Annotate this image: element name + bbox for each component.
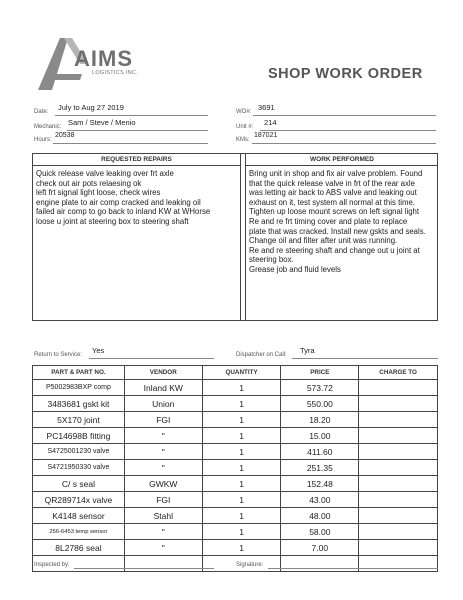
company-logo [30,34,140,92]
requested-repairs-header: REQUESTED REPAIRS [33,154,240,166]
date-label: Date: [34,109,49,115]
vendor-cell[interactable]: " [124,460,202,476]
charge-to-header: CHARGE TO [359,366,438,380]
kms-line [252,143,436,144]
part-no-header: PART & PART NO. [33,366,125,380]
hours-field[interactable]: 20538 [55,132,75,139]
price-cell[interactable]: 251.35 [281,460,359,476]
quantity-header: QUANTITY [202,366,281,380]
performed-line: Bring unit in shop and fix air valve problem. Found [249,169,423,178]
mechanic-field[interactable]: Sam / Steve / Menio [68,118,136,127]
vendor-cell[interactable]: FGI [124,412,202,428]
performed-line: was letting air back to ABS valve and leaking out [249,188,417,198]
parts-header-row [33,366,438,380]
logo-subtext: LOGISTICS INC. [92,70,139,76]
requested-line: left frt signal light loose, check wires [36,188,161,198]
vendor-cell[interactable]: Stahl [124,508,202,524]
price-cell[interactable] [281,556,359,572]
parts-table [32,365,438,572]
vendor-cell[interactable]: GWKW [124,476,202,492]
table-row [33,380,438,396]
requested-repairs-column [33,154,241,320]
charge-cell[interactable] [359,428,438,444]
work-performed-column [245,154,438,320]
signature-label: Signature: [236,562,264,568]
performed-line: Grease job and fluid levels [249,264,341,274]
charge-cell[interactable] [359,396,438,412]
requested-line: failed air comp to go back to inland KW at WHorse [36,207,211,217]
mechanic-line [67,130,208,131]
charge-cell[interactable] [359,524,438,540]
dispatcher-field[interactable]: Tyra [300,346,315,355]
price-cell[interactable]: 152.48 [281,476,359,492]
signature-field[interactable] [268,568,438,569]
vendor-cell[interactable]: Union [124,396,202,412]
unit-label: Unit #: [236,124,254,130]
vendor-cell[interactable]: " [124,524,202,540]
table-row [33,396,438,412]
wo-label: WO#: [236,109,252,115]
price-cell[interactable]: 15.00 [281,428,359,444]
charge-cell[interactable] [359,412,438,428]
part-cell[interactable]: K4148 sensor [33,508,125,524]
kms-field[interactable]: 187021 [254,132,278,139]
quantity-cell[interactable]: 1 [202,524,281,540]
performed-line: steering box. [249,255,294,265]
part-cell[interactable]: C/ s seal [33,476,125,492]
vendor-cell[interactable] [124,556,202,572]
mechanic-label: Mechanic: [34,124,62,130]
table-row [33,556,438,572]
unit-field[interactable]: 214 [264,118,277,127]
inspected-by-field[interactable] [74,568,214,569]
repairs-section [32,153,438,321]
price-header: PRICE [281,366,359,380]
quantity-cell[interactable]: 1 [202,460,281,476]
quantity-cell[interactable]: 1 [202,476,281,492]
logo-brand-text: AIMS [74,46,133,71]
quantity-cell[interactable]: 1 [202,412,281,428]
quantity-cell[interactable]: 1 [202,396,281,412]
table-row [33,476,438,492]
charge-cell[interactable] [359,508,438,524]
date-line [55,115,208,116]
charge-cell[interactable] [359,476,438,492]
table-row [33,540,438,556]
performed-line: plate that was cracked. Install new gskts and seals. [249,226,426,236]
wo-field[interactable]: 3691 [258,103,275,112]
price-cell[interactable]: 550.00 [281,396,359,412]
part-cell[interactable]: P5002983BXP comp [33,380,125,396]
table-row [33,444,438,460]
price-cell[interactable]: 18.20 [281,412,359,428]
part-cell[interactable]: 5X170 joint [33,412,125,428]
requested-line: engine plate to air comp cracked and leaking oil [36,197,201,207]
price-cell[interactable]: 7.00 [281,540,359,556]
performed-line: Re and re frt timing cover and plate to replace [249,216,408,226]
charge-cell[interactable] [359,444,438,460]
kms-label: KMs: [236,137,250,143]
return-line [89,358,214,359]
unit-line [260,130,436,131]
part-cell[interactable]: S4721950330 valve [33,460,125,476]
charge-cell[interactable] [359,556,438,572]
vendor-cell[interactable]: " [124,428,202,444]
performed-line: Tighten up loose mount screws on left signal light [249,207,420,217]
hours-label: Hours: [34,137,52,143]
quantity-cell[interactable]: 1 [202,492,281,508]
work-performed-header: WORK PERFORMED [246,154,438,166]
table-row [33,524,438,540]
performed-line: that the quick release valve in frt of the rear axle [249,178,415,188]
charge-cell[interactable] [359,460,438,476]
return-to-service-field[interactable]: Yes [92,346,105,355]
quantity-cell[interactable]: 1 [202,508,281,524]
price-cell[interactable]: 58.00 [281,524,359,540]
performed-line: Re and re steering shaft and change out u joint at [249,245,420,255]
table-row [33,492,438,508]
part-cell[interactable]: QR289714x valve [33,492,125,508]
part-cell[interactable]: 256-6453 temp sensor [33,524,125,540]
table-row [33,412,438,428]
quantity-cell[interactable]: 1 [202,540,281,556]
price-cell[interactable]: 48.00 [281,508,359,524]
quantity-cell[interactable]: 1 [202,380,281,396]
requested-repairs-text[interactable] [33,166,240,230]
vendor-cell[interactable]: " [124,444,202,460]
performed-line: exhaust on it, test system all normal at this time. [249,197,415,207]
return-to-service-label: Return to Service: [34,352,83,358]
work-performed-text[interactable] [246,166,438,278]
requested-line: loose u joint at steering box to steering shaft [36,216,189,226]
vendor-cell[interactable]: Inland KW [124,380,202,396]
hours-line [53,143,208,144]
part-cell[interactable]: 3483681 gskt kit [33,396,125,412]
price-cell[interactable]: 573.72 [281,380,359,396]
wo-line [253,115,436,116]
date-field[interactable]: July to Aug 27 2019 [58,103,124,112]
charge-cell[interactable] [359,380,438,396]
part-cell[interactable]: 8L2786 seal [33,540,125,556]
dispatcher-line [292,358,438,359]
inspected-by-label: Inspected by: [34,562,70,568]
requested-line: check out air pots relaesing ok [36,178,142,188]
quantity-cell[interactable]: 1 [202,428,281,444]
requested-line: Quick release valve leaking over frt axle [36,169,174,178]
performed-line: Change oil and filter after unit was running. [249,236,398,246]
price-cell[interactable]: 43.00 [281,492,359,508]
vendor-cell[interactable]: FGI [124,492,202,508]
vendor-cell[interactable]: " [124,540,202,556]
part-cell[interactable]: PC14698B fitting [33,428,125,444]
part-cell[interactable]: S4725001230 valve [33,444,125,460]
dispatcher-label: Dispatcher on Call: [236,352,287,358]
quantity-cell[interactable]: 1 [202,444,281,460]
table-row [33,508,438,524]
price-cell[interactable]: 411.60 [281,444,359,460]
vendor-header: VENDOR [124,366,202,380]
charge-cell[interactable] [359,540,438,556]
charge-cell[interactable] [359,492,438,508]
page-title: SHOP WORK ORDER [268,66,423,82]
table-row [33,428,438,444]
table-row [33,460,438,476]
